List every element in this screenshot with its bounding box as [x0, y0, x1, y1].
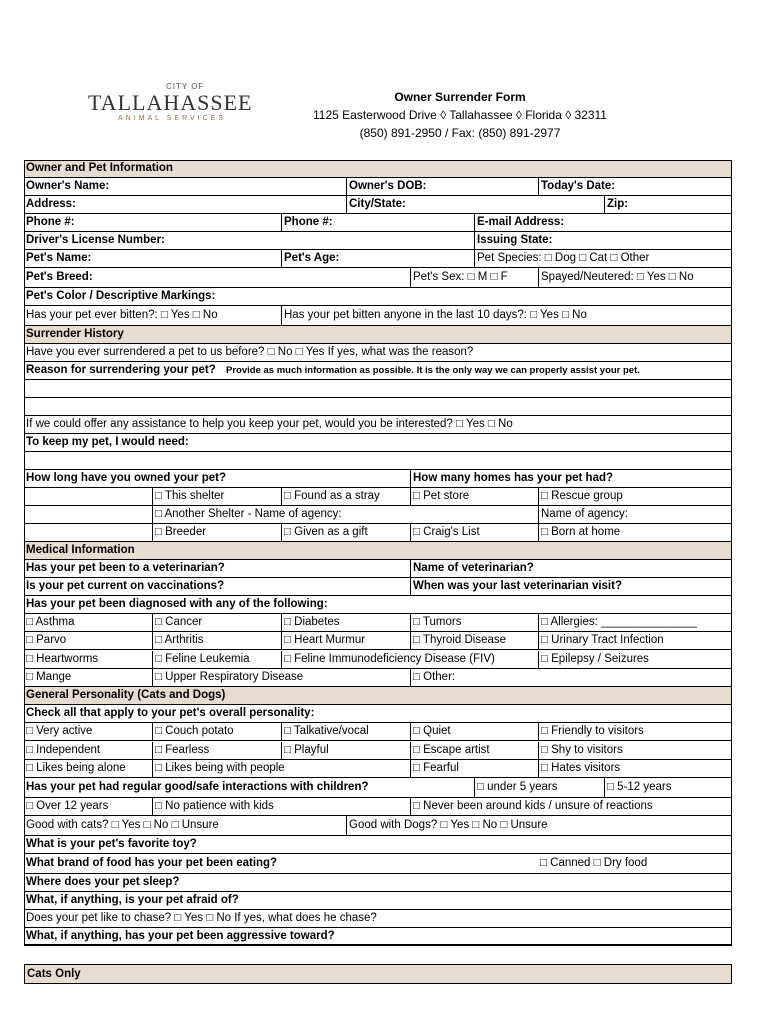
form-field-label[interactable]: Has your pet had regular good/safe interactions with children?	[26, 781, 369, 793]
form-field-label[interactable]: Driver's License Number:	[26, 234, 165, 246]
form-row	[24, 928, 732, 946]
form-field-label[interactable]: □ This shelter	[152, 488, 281, 505]
form-row	[24, 560, 732, 578]
form-row	[24, 232, 732, 250]
form-row	[24, 651, 732, 669]
form-field-label[interactable]: □ Given as a gift	[281, 524, 410, 541]
form-row	[24, 470, 732, 488]
form-field-label[interactable]: □ Playful	[281, 742, 410, 759]
form-field-label[interactable]: □ under 5 years	[474, 778, 604, 797]
form-field-label[interactable]: Name of agency:	[538, 506, 732, 523]
form-field-label[interactable]: □ Never been around kids / unsure of reactions	[410, 798, 732, 815]
form-field-label[interactable]: Medical Information	[26, 544, 135, 556]
form-field-label[interactable]: □ Independent	[26, 744, 101, 756]
form-row	[24, 816, 732, 836]
form-row	[24, 398, 732, 416]
form-field-label[interactable]: Spayed/Neutered: □ Yes □ No	[538, 268, 732, 287]
form-field-label[interactable]: How long have you owned your pet?	[26, 472, 226, 484]
form-row	[24, 288, 732, 306]
section-header	[24, 687, 732, 705]
form-field-label[interactable]: Has your pet been to a veterinarian?	[26, 562, 225, 574]
form-field-label[interactable]: □ Upper Respiratory Disease	[152, 669, 410, 686]
form-row	[24, 178, 732, 196]
form-row	[24, 416, 732, 434]
form-field-label[interactable]: □ Heart Murmur	[281, 632, 410, 649]
form-field-label[interactable]: When was your last veterinarian visit?	[410, 578, 732, 595]
form-field-label[interactable]: □ Rescue group	[538, 488, 732, 505]
form-field-label[interactable]: □ Couch potato	[152, 723, 281, 740]
form-row	[24, 632, 732, 650]
form-field-label[interactable]: □ Pet store	[410, 488, 538, 505]
form-field-label[interactable]: What, if anything, has your pet been aggressive toward?	[26, 930, 335, 942]
section-header	[24, 326, 732, 344]
form-field-label[interactable]: Phone #:	[281, 214, 474, 231]
form-field-label[interactable]: If we could offer any assistance to help you keep your pet, would you be interested? □ Yes □ No	[26, 418, 513, 430]
form-field-label[interactable]: Phone #:	[26, 216, 75, 228]
form-row	[24, 854, 732, 874]
form-field-label[interactable]: Pet's Color / Descriptive Markings:	[26, 290, 216, 302]
form-field-label[interactable]: What brand of food has your pet been eating?	[26, 857, 278, 869]
form-field-label[interactable]: □ Cancer	[152, 614, 281, 631]
agency-phone: (850) 891-2950 / Fax: (850) 891-2977	[359, 126, 561, 140]
form-row	[24, 669, 732, 687]
form-field-label[interactable]: Provide as much information as possible. It is the only way we can properly assist your pet.	[226, 365, 640, 376]
form-field-label[interactable]: Good with Dogs? □ Yes □ No □ Unsure	[346, 816, 732, 835]
form-field-label[interactable]: □ Fearless	[152, 742, 281, 759]
form-field-label[interactable]: Pet Species: □ Dog □ Cat □ Other	[474, 250, 732, 267]
form-row	[24, 488, 732, 506]
form-row	[24, 778, 732, 798]
form-field-label[interactable]: □ Found as a stray	[281, 488, 410, 505]
form-row	[24, 196, 732, 214]
form-field-label[interactable]: □ Canned □ Dry food	[540, 857, 648, 869]
form-field-label[interactable]: Today's Date:	[538, 178, 732, 195]
form-row	[24, 268, 732, 288]
form-field-label[interactable]: □ Thyroid Disease	[410, 632, 538, 649]
form-row	[24, 705, 732, 723]
form-field-label[interactable]: What, if anything, is your pet afraid of?	[26, 894, 239, 906]
form-row	[24, 798, 732, 816]
form-field-label[interactable]: □ Feline Immunodeficiency Disease (FIV)	[281, 651, 538, 668]
form-field-label[interactable]: Pet's Breed:	[26, 271, 93, 283]
agency-address: 1125 Easterwood Drive ◊ Tallahassee ◊ Florida ◊ 32311	[313, 108, 607, 122]
form-field-label[interactable]: □ Friendly to visitors	[538, 723, 732, 740]
form-row	[24, 434, 732, 452]
form-field-label[interactable]: □ Asthma	[26, 616, 75, 628]
cats-only-section: Cats Only	[24, 964, 732, 984]
form-row	[24, 836, 732, 854]
form-field-label[interactable]: Issuing State:	[474, 232, 732, 249]
form-row	[24, 362, 732, 380]
form-field-label[interactable]: □ Another Shelter - Name of agency:	[152, 506, 538, 523]
form-field-label[interactable]: Owner's DOB:	[346, 178, 538, 195]
form-field-label[interactable]: How many homes has your pet had?	[410, 470, 732, 487]
form-field-label[interactable]: □ Breeder	[152, 524, 281, 541]
section-header	[24, 542, 732, 560]
form-field-label[interactable]: □ Craig's List	[410, 524, 538, 541]
logo-name: TALLAHASSEE	[88, 90, 253, 115]
form-title: Owner Surrender Form	[394, 90, 526, 104]
form-field-label[interactable]: □ Escape artist	[410, 742, 538, 759]
form-row	[24, 506, 732, 524]
form-row	[24, 578, 732, 596]
form-row	[24, 892, 732, 910]
form-field-label[interactable]: □ Shy to visitors	[538, 742, 732, 759]
section-header	[24, 160, 732, 178]
form-field-label[interactable]: Good with cats? □ Yes □ No □ Unsure	[26, 819, 219, 831]
form-field-label[interactable]: □ Arthritis	[152, 632, 281, 649]
form-field-label[interactable]: □ Other:	[410, 669, 732, 686]
form-field-label[interactable]: Pet's Age:	[281, 250, 474, 267]
form-header	[300, 88, 620, 142]
form-field-label[interactable]: Has your pet ever bitten?: □ Yes □ No	[26, 309, 218, 321]
form-field-label[interactable]: Does your pet like to chase? □ Yes □ No If yes, what does he chase?	[26, 912, 377, 924]
form-field-label[interactable]: □ Fearful	[410, 760, 538, 777]
form-field-label[interactable]: Surrender History	[26, 328, 124, 340]
form-field-label[interactable]: □ Likes being alone	[26, 762, 126, 774]
form-row	[24, 596, 732, 614]
form-row	[24, 760, 732, 778]
form-field-label[interactable]: □ Talkative/vocal	[281, 723, 410, 740]
form-field-label[interactable]: E-mail Address:	[474, 214, 732, 231]
form-field-label[interactable]: Check all that apply to your pet's overall personality:	[26, 707, 315, 719]
form-field-label[interactable]: Reason for surrendering your pet?	[26, 364, 216, 376]
form-field-label[interactable]: City/State:	[346, 196, 604, 213]
form-field-label[interactable]: Owner's Name:	[26, 180, 110, 192]
form-field-label[interactable]: □ Quiet	[410, 723, 538, 740]
form-field-label[interactable]: What is your pet's favorite toy?	[26, 838, 197, 850]
form-row	[24, 614, 732, 632]
form-field-label[interactable]: □ Allergies: _______________	[538, 614, 732, 631]
city-logo	[48, 82, 253, 130]
form-field-label[interactable]: □ 5-12 years	[604, 778, 732, 797]
form-row	[24, 452, 732, 470]
form-field-label[interactable]: General Personality (Cats and Dogs)	[26, 689, 226, 701]
form-row	[24, 910, 732, 928]
form-field-label[interactable]: □ Tumors	[410, 614, 538, 631]
form-field-label[interactable]: □ Very active	[26, 725, 93, 737]
form-field-label[interactable]: □ Likes being with people	[152, 760, 410, 777]
form-field-label[interactable]: Has your pet been diagnosed with any of the following:	[26, 598, 328, 610]
form-field-label[interactable]: Zip:	[604, 196, 732, 213]
form-field-label[interactable]: Pet's Sex: □ M □ F	[410, 268, 538, 287]
form-row	[24, 723, 732, 741]
form-field-label[interactable]: □ Mange	[26, 671, 72, 683]
form-row	[24, 344, 732, 362]
form-field-label[interactable]: □ Hates visitors	[538, 760, 732, 777]
form-field-label[interactable]: To keep my pet, I would need:	[26, 436, 189, 448]
form-field-label[interactable]: Owner and Pet Information	[26, 162, 173, 174]
form-field-label[interactable]: □ Over 12 years	[26, 800, 109, 812]
logo-city: CITY OF	[166, 82, 205, 91]
form-field-label[interactable]: □ No patience with kids	[152, 798, 410, 815]
form-field-label[interactable]: □ Feline Leukemia	[152, 651, 281, 668]
form-field-label[interactable]: Is your pet current on vaccinations?	[26, 580, 225, 592]
form-field-label[interactable]: Pet's Name:	[26, 252, 92, 264]
form-field-label[interactable]: Has your pet bitten anyone in the last 10 days?: □ Yes □ No	[281, 306, 732, 325]
form-field-label[interactable]: □ Born at home	[538, 524, 732, 541]
logo-subtitle: ANIMAL SERVICES	[118, 115, 227, 122]
form-row	[24, 250, 732, 268]
form-row	[24, 742, 732, 760]
form-field-label[interactable]: Address:	[26, 198, 76, 210]
form-field-label[interactable]: Where does your pet sleep?	[26, 876, 180, 888]
form-field-label[interactable]: □ Epilepsy / Seizures	[538, 651, 732, 668]
form-field-label[interactable]: □ Urinary Tract Infection	[538, 632, 732, 649]
form-field-label[interactable]: Have you ever surrendered a pet to us before? □ No □ Yes If yes, what was the reason?	[26, 346, 474, 358]
form-field-label[interactable]: □ Parvo	[26, 634, 67, 646]
form-field-label[interactable]: Name of veterinarian?	[410, 560, 732, 577]
form-row	[24, 306, 732, 326]
form-row	[24, 214, 732, 232]
form-field-label[interactable]: □ Heartworms	[26, 653, 99, 665]
form-row	[24, 380, 732, 398]
form-row	[24, 874, 732, 892]
form-field-label[interactable]: □ Diabetes	[281, 614, 410, 631]
form-row	[24, 524, 732, 542]
